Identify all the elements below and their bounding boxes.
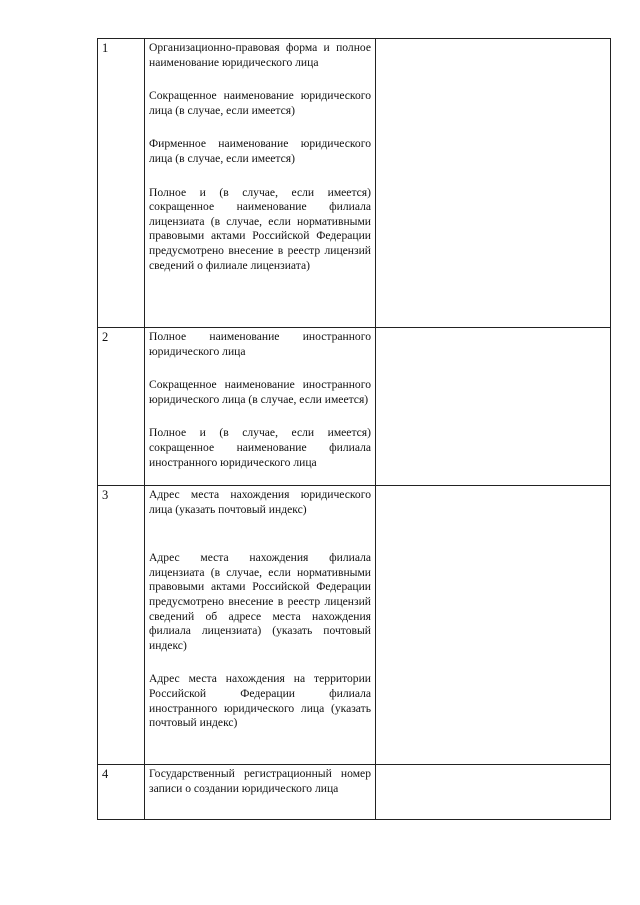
value-cell[interactable]: [376, 39, 611, 328]
field-label: Адрес места нахождения на территории Российской Федерации филиала иностранного юридического лица (указать почтовый индекс): [149, 672, 371, 730]
field-label: Полное наименование иностранного юридического лица: [149, 330, 371, 358]
row-number: 4: [98, 765, 145, 820]
field-label: Сокращенное наименование иностранного юридического лица (в случае, если имеется): [149, 378, 371, 406]
row-number: 1: [98, 39, 145, 328]
table-row: [98, 328, 611, 486]
field-label: Адрес места нахождения юридического лица (указать почтовый индекс): [149, 488, 371, 516]
table-row: [98, 39, 611, 328]
row-description: [145, 39, 376, 328]
table-row: [98, 486, 611, 765]
value-cell[interactable]: [376, 486, 611, 765]
field-label: Государственный регистрационный номер записи о создании юридического лица: [149, 767, 371, 795]
row-description: [145, 328, 376, 486]
field-label: Адрес места нахождения филиала лицензиата (в случае, если нормативными правовыми актами Российской Федерации предусмотрено внесение в реестр лицензий сведений об адресе места нахождения филиала лицензиата) (указать почтовый индекс): [149, 551, 371, 652]
field-label: Организационно-правовая форма и полное наименование юридического лица: [149, 41, 371, 69]
row-number: 3: [98, 486, 145, 765]
value-cell[interactable]: [376, 328, 611, 486]
field-label: Полное и (в случае, если имеется) сокращенное наименование филиала иностранного юридического лица: [149, 426, 371, 469]
row-number: 2: [98, 328, 145, 486]
license-registry-table: [97, 38, 611, 820]
field-label: Полное и (в случае, если имеется) сокращенное наименование филиала лицензиата (в случае, если нормативными правовыми актами Российской Федерации предусмотрено внесение в реестр лицензий сведений о филиале лицензиата): [149, 185, 371, 272]
value-cell[interactable]: [376, 765, 611, 820]
field-label: Фирменное наименование юридического лица (в случае, если имеется): [149, 137, 371, 165]
field-label: Сокращенное наименование юридического лица (в случае, если имеется): [149, 89, 371, 117]
row-description: [145, 765, 376, 820]
row-description: [145, 486, 376, 765]
table-row: [98, 765, 611, 820]
